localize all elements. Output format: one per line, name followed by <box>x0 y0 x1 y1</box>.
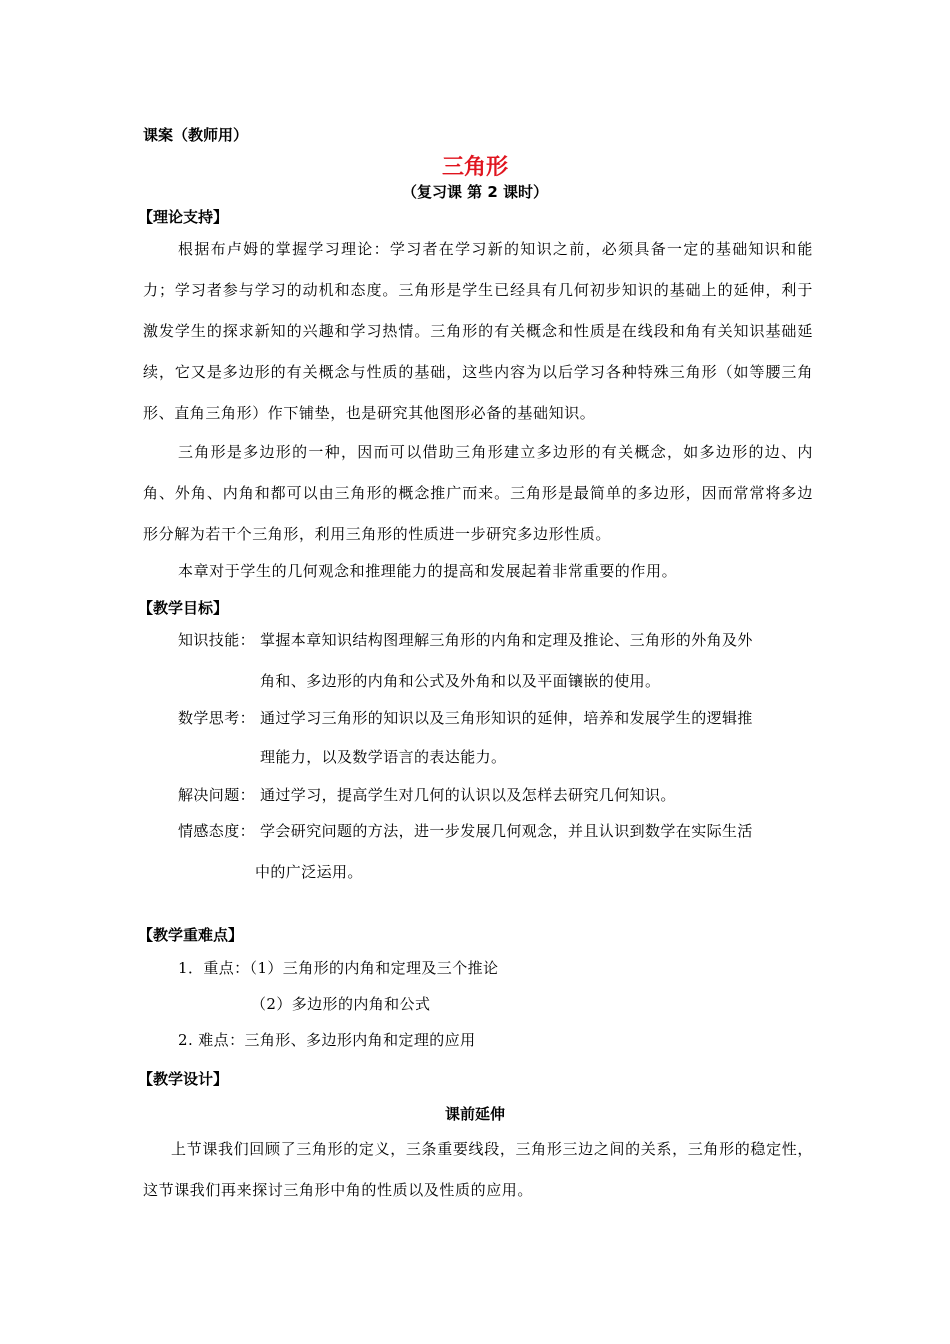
section-heading-theory: 【理论支持】 <box>138 208 229 226</box>
goal-text-attitude-line2: 中的广泛运用。 <box>255 863 363 881</box>
goal-label-knowledge: 知识技能： <box>178 631 256 649</box>
section-heading-design: 【教学设计】 <box>138 1070 229 1088</box>
goal-text-attitude-line1: 学会研究问题的方法，进一步发展几何观念，并且认识到数学在实际生活 <box>260 822 753 840</box>
goal-text-thinking-line2: 理能力，以及数学语言的表达能力。 <box>260 748 507 766</box>
document-title: 三角形 <box>441 155 508 180</box>
theory-paragraph-2: 三角形是多边形的一种，因而可以借助三角形建立多边形的有关概念，如多边形的边、内角、外角、内角和都可以由三角形的概念推广而来。三角形是最简单的多边形，因而常常将多边形分解为若干个三角形，利用三角形的性质进一步研究多边形性质。 <box>143 443 813 543</box>
section-heading-keypoints: 【教学重难点】 <box>138 926 244 944</box>
keypoint-line-1: 1．重点：（1）三角形的内角和定理及三个推论 <box>178 959 499 977</box>
goal-text-thinking-line1: 通过学习三角形的知识以及三角形知识的延伸，培养和发展学生的逻辑推 <box>260 709 753 727</box>
goal-label-attitude: 情感态度： <box>178 822 256 840</box>
goal-text-knowledge-line2: 角和、多边形的内角和公式及外角和以及平面镶嵌的使用。 <box>260 672 661 690</box>
section-heading-goals: 【教学目标】 <box>138 599 229 617</box>
goal-label-problem: 解决问题： <box>178 786 256 804</box>
keypoint-line-2: （2）多边形的内角和公式 <box>251 995 431 1013</box>
design-subheading: 课前延伸 <box>444 1105 505 1123</box>
design-paragraph-1: 上节课我们回顾了三角形的定义，三条重要线段，三角形三边之间的关系，三角形的稳定性，这节课我们再来探讨三角形中角的性质以及性质的应用。 <box>143 1140 813 1199</box>
theory-paragraph-3: 本章对于学生的几何观念和推理能力的提高和发展起着非常重要的作用。 <box>178 562 678 580</box>
document-subtitle: （复习课 第 2 课时） <box>401 183 549 201</box>
theory-paragraph-1: 根据布卢姆的掌握学习理论：学习者在学习新的知识之前，必须具备一定的基础知识和能力；学习者参与学习的动机和态度。三角形是学生已经具有几何初步知识的基础上的延伸，利于激发学生的探求新知的兴趣和学习热情。三角形的有关概念和性质是在线段和角有关知识基础延续，它又是多边形的有关概念与性质的基础，这些内容为以后学习各种特殊三角形（如等腰三角形、直角三角形）作下铺垫，也是研究其他图形必备的基础知识。 <box>143 240 813 422</box>
goal-label-thinking: 数学思考： <box>178 709 256 727</box>
keypoint-line-3: 2. 难点：三角形、多边形内角和定理的应用 <box>178 1031 476 1049</box>
goal-text-problem-line1: 通过学习，提高学生对几何的认识以及怎样去研究几何知识。 <box>260 786 676 804</box>
header-label: 课案（教师用） <box>143 126 249 144</box>
goal-text-knowledge-line1: 掌握本章知识结构图理解三角形的内角和定理及推论、三角形的外角及外 <box>260 631 753 649</box>
